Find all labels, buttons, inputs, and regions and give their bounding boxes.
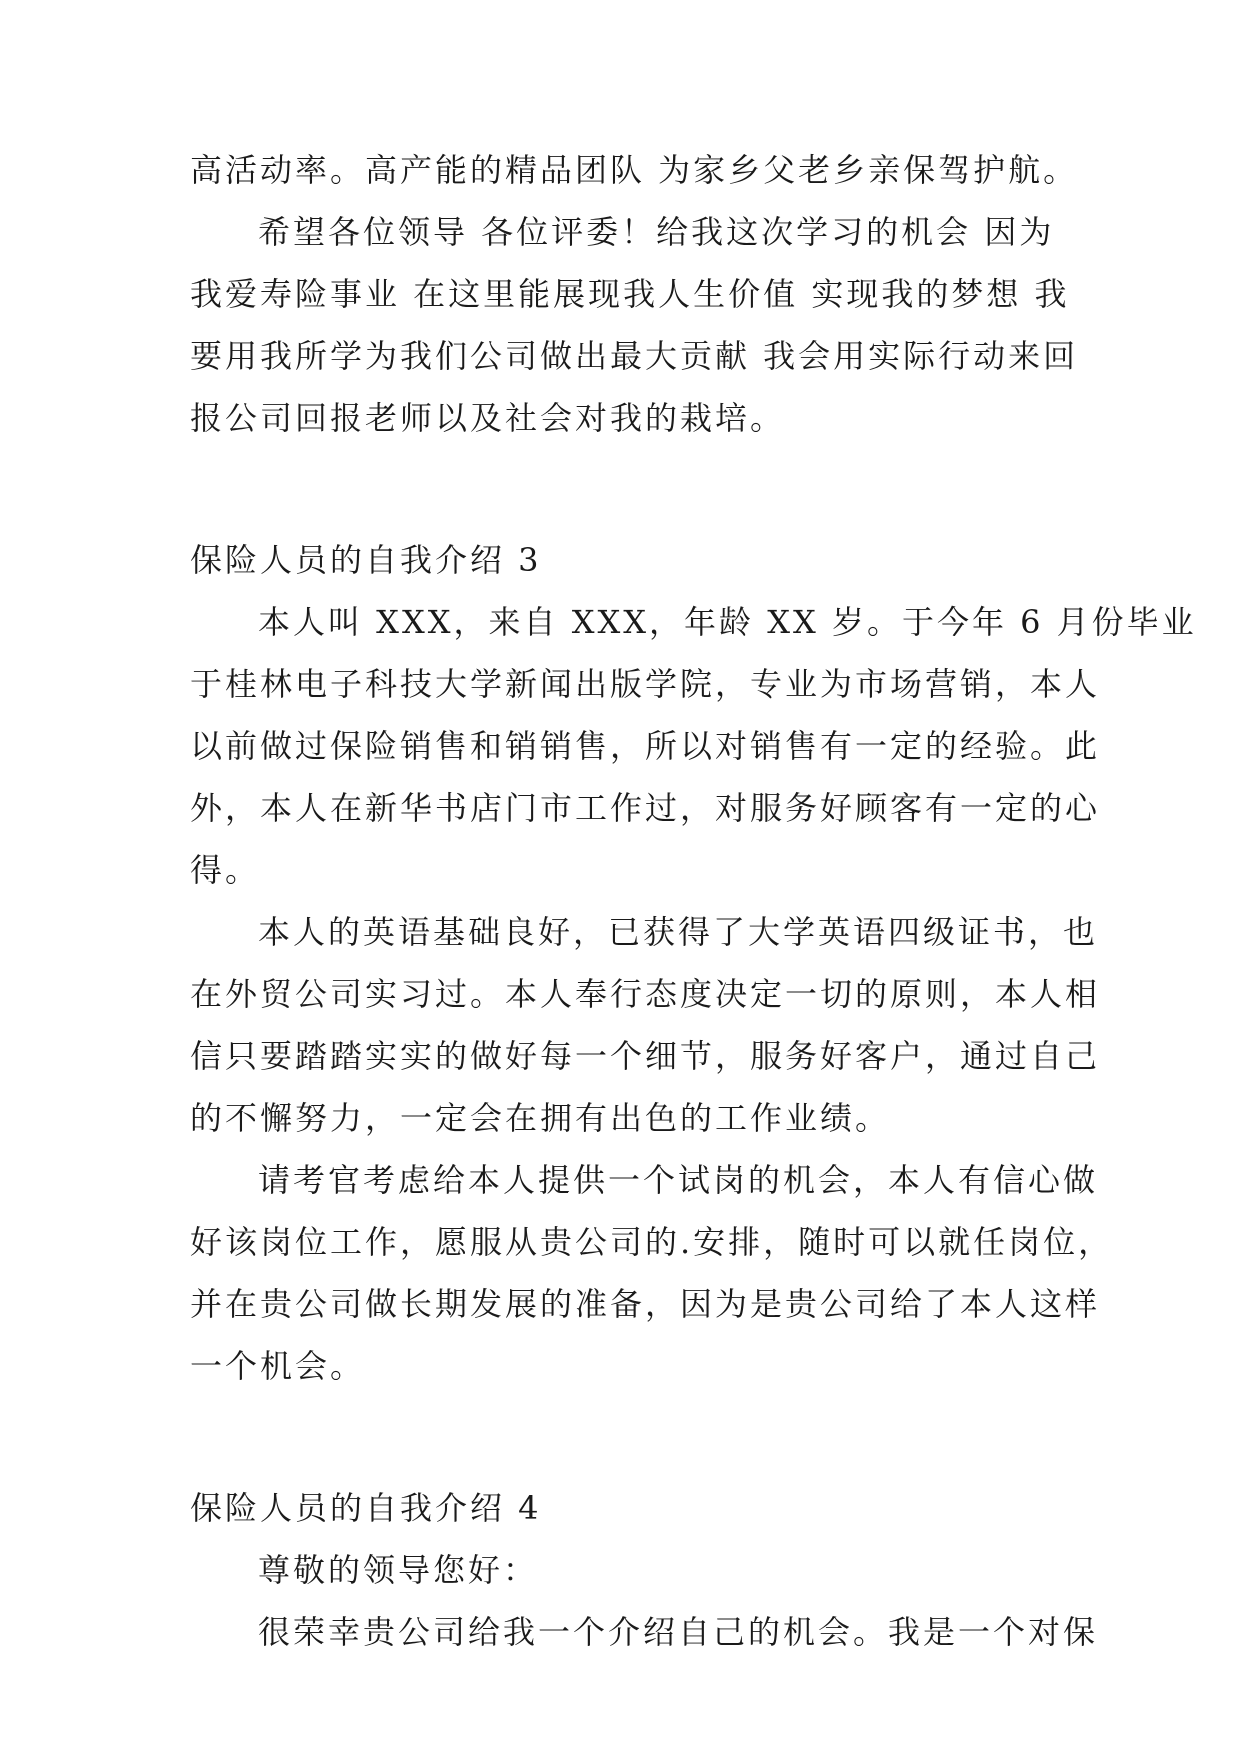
paragraph-line: 于桂林电子科技大学新闻出版学院，专业为市场营销，本人 xyxy=(190,665,1101,703)
paragraph-line: 外，本人在新华书店门市工作过，对服务好顾客有一定的心 xyxy=(190,789,1101,827)
section-heading: 保险人员的自我介绍 4 xyxy=(190,1489,542,1527)
paragraph-line: 报公司回报老师以及社会对我的栽培。 xyxy=(190,399,786,437)
paragraph-line: 希望各位领导 各位评委！给我这次学习的机会 因为 xyxy=(258,213,1055,251)
paragraph-line: 高活动率。高产能的精品团队 为家乡父老乡亲保驾护航。 xyxy=(190,151,1079,189)
paragraph-line: 好该岗位工作，愿服从贵公司的.安排，随时可以就任岗位， xyxy=(190,1223,1114,1261)
paragraph-line: 得。 xyxy=(190,851,261,889)
paragraph-line: 一个机会。 xyxy=(190,1347,366,1385)
paragraph-line: 我爱寿险事业 在这里能展现我人生价值 实现我的梦想 我 xyxy=(190,275,1070,313)
paragraph-line: 本人叫 XXX，来自 XXX，年龄 XX 岁。于今年 6 月份毕业 xyxy=(258,603,1197,641)
paragraph-line: 很荣幸贵公司给我一个介绍自己的机会。我是一个对保 xyxy=(258,1613,1099,1651)
paragraph-line: 以前做过保险销售和销销售，所以对销售有一定的经验。此 xyxy=(190,727,1101,765)
paragraph-line: 尊敬的领导您好： xyxy=(258,1551,539,1589)
paragraph-line: 在外贸公司实习过。本人奉行态度决定一切的原则，本人相 xyxy=(190,975,1101,1013)
paragraph-line: 信只要踏踏实实的做好每一个细节，服务好客户，通过自己 xyxy=(190,1037,1101,1075)
paragraph-line: 要用我所学为我们公司做出最大贡献 我会用实际行动来回 xyxy=(190,337,1079,375)
paragraph-line: 的不懈努力，一定会在拥有出色的工作业绩。 xyxy=(190,1099,891,1137)
paragraph-line: 本人的英语基础良好，已获得了大学英语四级证书，也 xyxy=(258,913,1099,951)
section-heading: 保险人员的自我介绍 3 xyxy=(190,541,542,579)
paragraph-line: 并在贵公司做长期发展的准备，因为是贵公司给了本人这样 xyxy=(190,1285,1101,1323)
paragraph-line: 请考官考虑给本人提供一个试岗的机会，本人有信心做 xyxy=(258,1161,1099,1199)
